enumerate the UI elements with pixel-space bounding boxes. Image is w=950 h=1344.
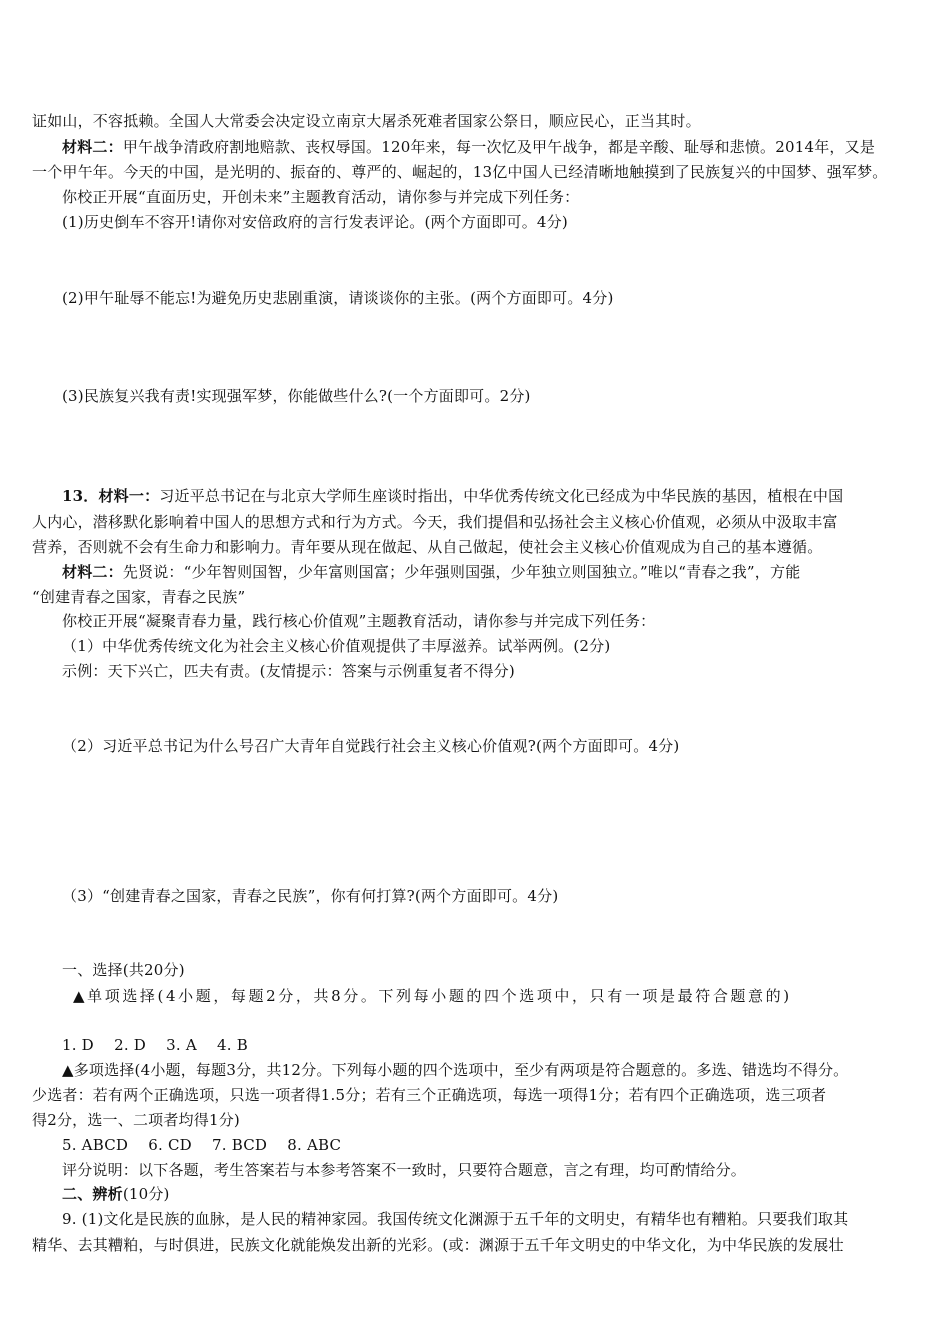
question-2: (2)甲午耻辱不能忘!为避免历史悲剧重演，请谈谈你的主张。(两个方面即可。4分) — [62, 289, 614, 307]
material-label: 材料一： — [98, 487, 160, 505]
text-line: 营养，否则就不会有生命力和影响力。青年要从现在做起、从自己做起，使社会主义核心价值观成为自己的基本遵循。 — [32, 538, 823, 556]
text-line: 一个甲午年。今天的中国，是光明的、振奋的、尊严的、崛起的，13亿中国人已经清晰地触摸到了民族复兴的中国梦、强军梦。 — [32, 163, 888, 181]
question-13-line — [62, 486, 843, 506]
scoring-note: 评分说明：以下各题，考生答案若与本参考答案不一致时，只要符合题意，言之有理，均可酌情给分。 — [62, 1161, 747, 1179]
multi-choice-answers: 5. ABCD 6. CD 7. BCD 8. ABC — [62, 1136, 342, 1154]
text-line: 你校正开展“直面历史，开创未来”主题教育活动，请你参与并完成下列任务： — [62, 188, 580, 206]
text-line: 证如山，不容抵赖。全国人大常委会决定设立南京大屠杀死难者国家公祭日，顺应民心，正当其时。 — [32, 112, 701, 130]
text-line: 精华、去其糟粕，与时俱进，民族文化就能焕发出新的光彩。(或：渊源于五千年文明史的中华文化，为中华民族的发展壮 — [32, 1236, 844, 1254]
material-label: 材料二： — [62, 563, 123, 581]
answer-9-line: 9. (1)文化是民族的血脉，是人民的精神家园。我国传统文化渊源于五千年的文明史，有精华也有糟粕。只要我们取其 — [62, 1210, 849, 1228]
material-two-line — [62, 137, 875, 157]
text-line: 少选者：若有两个正确选项，只选一项者得1.5分；若有三个正确选项，每选一项得1分；若有四个正确选项，选三项者 — [32, 1086, 827, 1104]
example-line: 示例：天下兴亡，匹夫有责。(友情提示：答案与示例重复者不得分) — [62, 662, 515, 680]
text-run: (10分) — [122, 1185, 170, 1203]
question-13-1: （1）中华优秀传统文化为社会主义核心价值观提供了丰厚滋养。试举两例。(2分) — [62, 637, 611, 655]
text-run: 习近平总书记在与北京大学师生座谈时指出，中华优秀传统文化已经成为中华民族的基因，植根在中国 — [159, 487, 844, 505]
text-line: “创建青春之国家，青春之民族” — [32, 588, 246, 606]
text-run: 甲午战争清政府割地赔款、丧权辱国。120年来，每一次忆及甲午战争，都是辛酸、耻辱和悲愤。2014年，又是 — [122, 138, 876, 156]
single-choice-answers: 1. D 2. D 3. A 4. B — [62, 1036, 248, 1054]
question-1: (1)历史倒车不容开!请你对安倍政府的言行发表评论。(两个方面即可。4分) — [62, 213, 568, 231]
question-number: 13． — [62, 487, 99, 505]
single-choice-heading: ▲单项选择(4小题，每题2分，共8分。下列每小题的四个选项中，只有一项是最符合题意的) — [73, 987, 792, 1005]
question-13-2: （2）习近平总书记为什么号召广大青年自觉践行社会主义核心价值观?(两个方面即可。4分) — [62, 737, 680, 755]
text-line: 得2分，选一、二项者均得1分) — [32, 1111, 240, 1129]
section-label: 二、辨析 — [62, 1185, 123, 1203]
text-run: 先贤说：“少年智则国智，少年富则国富；少年强则国强，少年独立则国独立。”唯以“青春之我”，方能 — [122, 563, 801, 581]
text-line: 你校正开展“凝聚青春力量，践行核心价值观”主题教育活动，请你参与并完成下列任务： — [62, 612, 656, 630]
section-one-heading: 一、选择(共20分) — [62, 961, 185, 979]
material-label: 材料二： — [62, 138, 123, 156]
question-3: (3)民族复兴我有责!实现强军梦，你能做些什么?(一个方面即可。2分) — [62, 387, 531, 405]
text-line: 人内心，潜移默化影响着中国人的思想方式和行为方式。今天，我们提倡和弘扬社会主义核心价值观，必须从中汲取丰富 — [32, 513, 838, 531]
material-two-line — [62, 562, 800, 582]
question-13-3: （3）“创建青春之国家，青春之民族”，你有何打算?(两个方面即可。4分) — [62, 887, 559, 905]
multi-choice-heading: ▲多项选择(4小题，每题3分，共12分。下列每小题的四个选项中，至少有两项是符合题意的。多选、错选均不得分。 — [62, 1061, 849, 1079]
section-two-heading — [62, 1184, 170, 1204]
